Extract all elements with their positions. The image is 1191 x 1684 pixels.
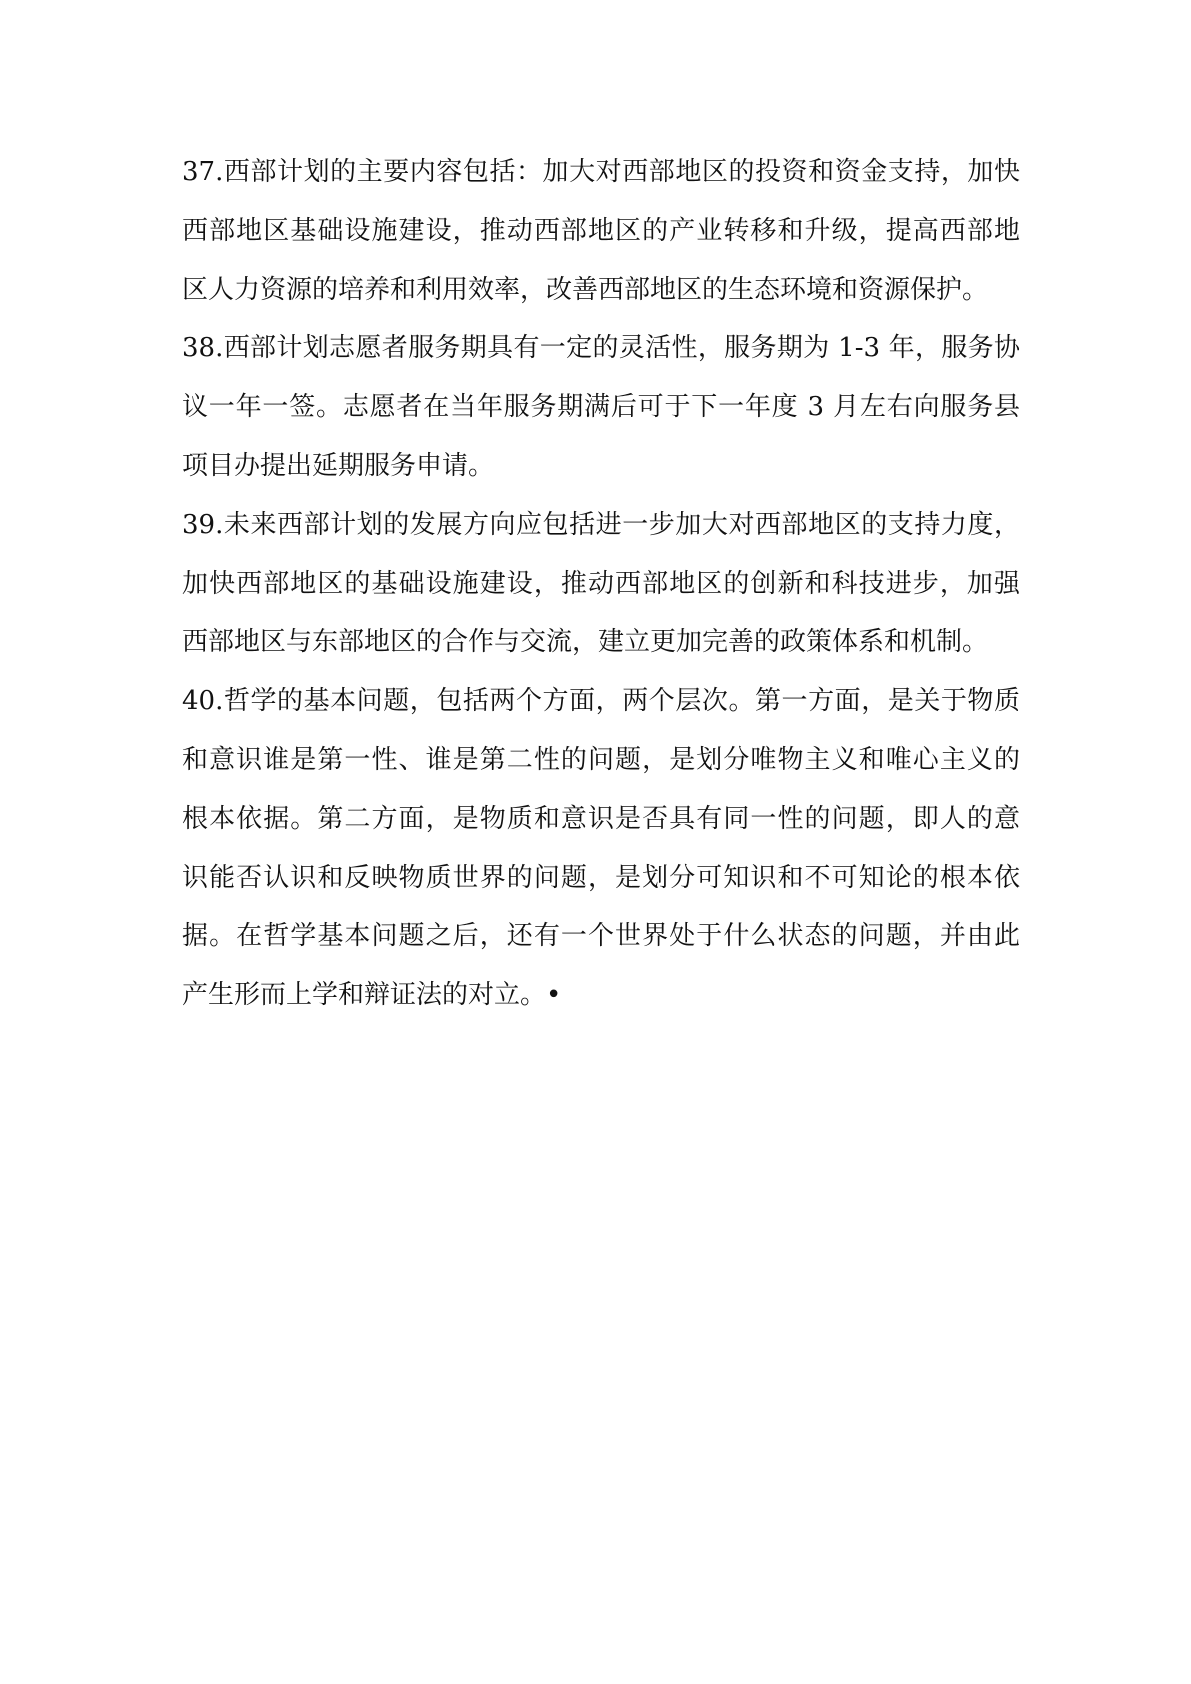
text-line: 西部地区与东部地区的合作与交流，建立更加完善的政策体系和机制。	[182, 627, 989, 658]
text-line: 40.哲学的基本问题，包括两个方面，两个层次。第一方面，是关于物质	[182, 686, 1020, 717]
text-line: 项目办提出延期服务申请。	[182, 450, 495, 481]
paragraph-40	[182, 672, 1020, 1025]
paragraph-37	[182, 143, 1020, 319]
text-line: 西部地区基础设施建设，推动西部地区的产业转移和升级，提高西部地	[182, 215, 1020, 246]
text-line: 38.西部计划志愿者服务期具有一定的灵活性，服务期为 1-3 年，服务协	[182, 333, 1020, 364]
text-line: 39.未来西部计划的发展方向应包括进一步加大对西部地区的支持力度，	[182, 509, 1020, 540]
text-line: 根本依据。第二方面，是物质和意识是否具有同一性的问题，即人的意	[182, 803, 1020, 834]
text-line: 37.西部计划的主要内容包括：加大对西部地区的投资和资金支持，加快	[182, 157, 1020, 187]
text-line: 加快西部地区的基础设施建设，推动西部地区的创新和科技进步，加强	[182, 568, 1020, 599]
paragraph-39	[182, 496, 1020, 672]
text-line: 区人力资源的培养和利用效率，改善西部地区的生态环境和资源保护。	[182, 274, 989, 305]
text-line: 据。在哲学基本问题之后，还有一个世界处于什么状态的问题，并由此	[182, 921, 1020, 952]
text-line: 和意识谁是第一性、谁是第二性的问题，是划分唯物主义和唯心主义的	[182, 744, 1020, 775]
document-body	[182, 143, 1020, 1025]
text-line: 产生形而上学和辩证法的对立。•	[182, 980, 562, 1011]
text-line: 识能否认识和反映物质世界的问题，是划分可知识和不可知论的根本依	[182, 862, 1020, 893]
paragraph-38	[182, 319, 1020, 495]
text-line: 议一年一签。志愿者在当年服务期满后可于下一年度 3 月左右向服务县	[182, 392, 1020, 423]
